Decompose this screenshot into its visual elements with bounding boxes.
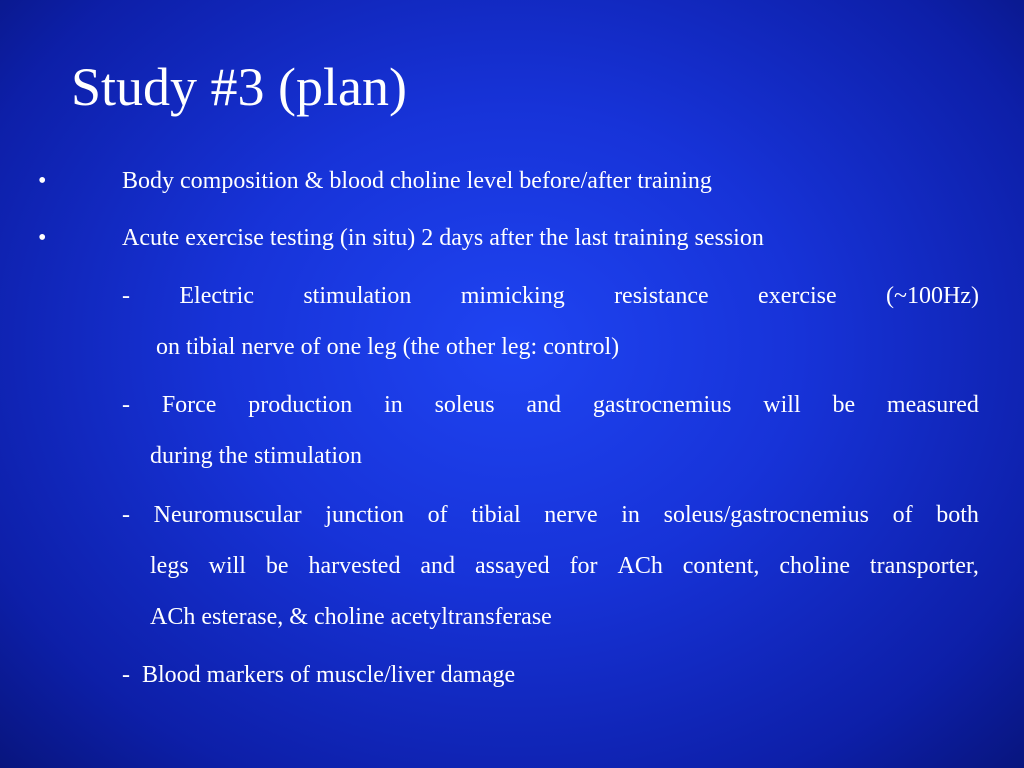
word: Neuromuscular [153,502,302,528]
word: Electric [179,283,254,309]
word: resistance [614,283,709,309]
word: of [427,502,448,528]
word: transporter, [869,553,979,579]
word: mimicking [460,283,565,309]
word: content, [682,553,760,579]
sub-item-line [122,541,979,592]
dash: - [122,502,130,528]
word: and [526,392,562,418]
word: gastrocnemius [592,392,732,418]
sub-item-continuation: ACh esterase, & choline acetyltransferase [150,604,552,630]
word: Force [161,392,217,418]
word: measured [886,392,979,418]
word: in [621,502,640,528]
sub-item-line [122,490,979,541]
word: tibial [471,502,521,528]
word: for [569,553,598,579]
dash: - [122,392,130,418]
word: legs [150,553,189,579]
word: will [208,553,246,579]
bullet-marker: • [38,168,47,194]
word: harvested [308,553,401,579]
word: stimulation [303,283,412,309]
sub-item-line [122,271,979,322]
word: (~100Hz) [886,283,979,309]
word: assayed [474,553,550,579]
word: production [248,392,353,418]
bullet-text: Acute exercise testing (in situ) 2 days after the last training session [122,225,764,251]
word: exercise [758,283,837,309]
word: be [832,392,856,418]
sub-item [122,271,979,373]
sub-item-line: - Blood markers of muscle/liver damage [122,662,516,688]
word: junction [325,502,404,528]
slide-title: Study #3 (plan) [71,57,407,117]
word: soleus [434,392,495,418]
word: nerve [544,502,598,528]
word: choline [779,553,850,579]
word: soleus/gastrocnemius [663,502,869,528]
word: ACh [617,553,663,579]
bullet-text: Body composition & blood choline level before/after training [122,168,712,194]
sub-item [122,490,979,643]
word: of [892,502,913,528]
word: be [265,553,289,579]
word: both [936,502,979,528]
word: will [763,392,801,418]
sub-item-continuation: during the stimulation [150,443,362,469]
sub-item [122,380,979,482]
word: and [420,553,456,579]
dash: - [122,283,130,309]
sub-item [122,650,979,701]
sub-item-line [122,380,979,431]
sub-item-continuation: on tibial nerve of one leg (the other leg: control) [156,334,620,360]
bullet-marker: • [38,225,47,251]
word: in [384,392,403,418]
